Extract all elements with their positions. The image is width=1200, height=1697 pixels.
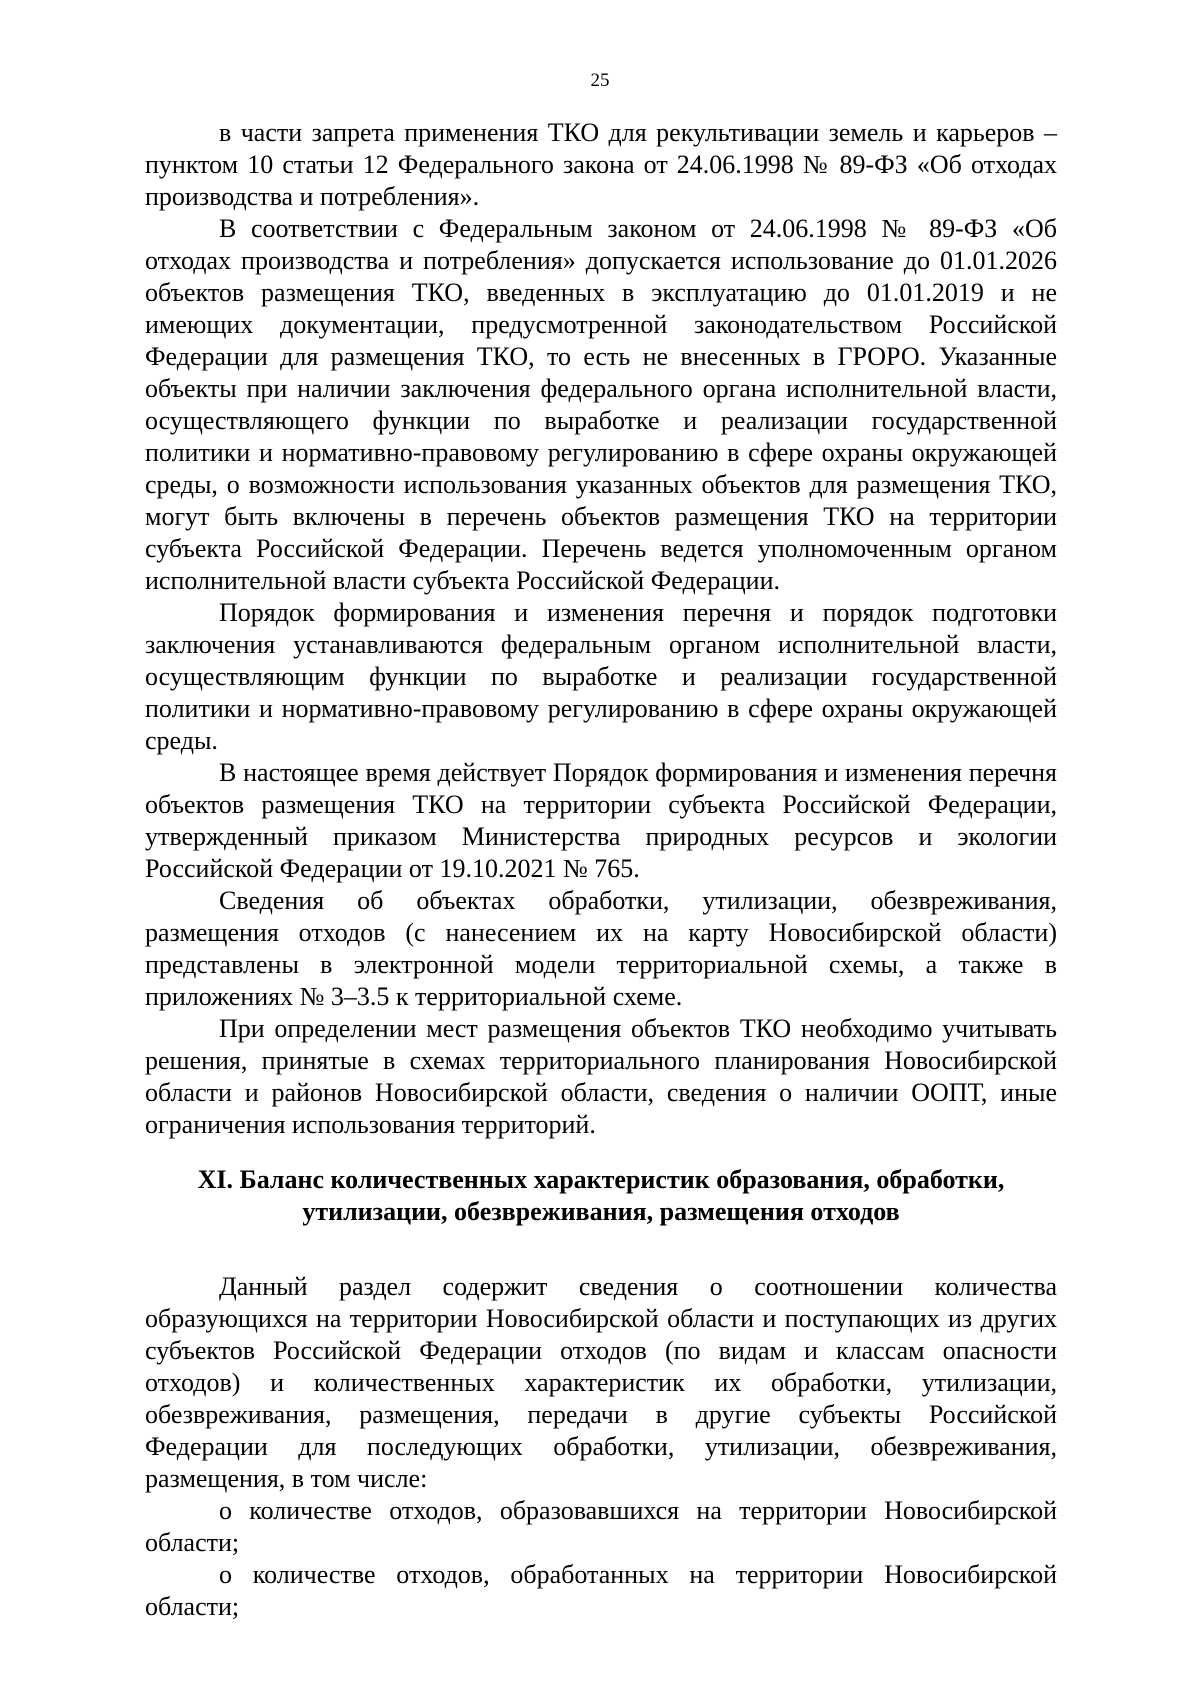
paragraph: Данный раздел содержит сведения о соотношении количества образующихся на территории Новосибирской области и поступающих из других субъектов Российской Федерации отходов (по видам и классам опасности отходов) и количественных характеристик их обработки, утилизации, обезвреживания, размещения, передачи в другие субъекты Российской Федерации для последующих обработки, утилизации, обезвреживания, размещения, в том числе: bbox=[145, 1272, 1057, 1493]
paragraph: Сведения об объектах обработки, утилизации, обезвреживания, размещения отходов (с нанесением их на карту Новосибирской области) представлены в электронной модели территориальной схемы, а также в приложениях № 3–3.5 к территориальной схеме. bbox=[145, 886, 1057, 1011]
paragraph: в части запрета применения ТКО для рекультивации земель и карьеров – пунктом 10 статьи 12 Федерального закона от 24.06.1998 № 89-ФЗ «Об отходах производства и потребления». bbox=[145, 118, 1057, 211]
section-heading-line-1: XI. Баланс количественных характеристик образования, обработки, bbox=[197, 1165, 1005, 1194]
body-text-bottom bbox=[145, 1271, 1057, 1623]
paragraph: В соответствии с Федеральным законом от 24.06.1998 № 89-ФЗ «Об отходах производства и потребления» допускается использование до 01.01.2026 объектов размещения ТКО, введенных в эксплуатацию до 01.01.2019 и не имеющих документации, предусмотренной законодательством Российской Федерации для размещения ТКО, то есть не внесенных в ГРОРО. Указанные объекты при наличии заключения федерального органа исполнительной власти, осуществляющего функции по выработке и реализации государственной политики и нормативно-правовому регулированию в сфере охраны окружающей среды, о возможности использования указанных объектов для размещения ТКО, могут быть включены в перечень объектов размещения ТКО на территории субъекта Российской Федерации. Перечень ведется уполномоченным органом исполнительной власти субъекта Российской Федерации. bbox=[145, 214, 1057, 595]
body-text-top bbox=[145, 117, 1057, 1141]
section-heading-line-2: утилизации, обезвреживания, размещения отходов bbox=[302, 1197, 900, 1226]
paragraph: о количестве отходов, обработанных на территории Новосибирской области; bbox=[145, 1560, 1057, 1621]
paragraph: При определении мест размещения объектов ТКО необходимо учитывать решения, принятые в схемах территориального планирования Новосибирской области и районов Новосибирской области, сведения о наличии ООПТ, иные ограничения использования территорий. bbox=[145, 1014, 1057, 1139]
section-heading bbox=[145, 1164, 1057, 1228]
paragraph: В настоящее время действует Порядок формирования и изменения перечня объектов размещения ТКО на территории субъекта Российской Федерации, утвержденный приказом Министерства природных ресурсов и экологии Российской Федерации от 19.10.2021 № 765. bbox=[145, 758, 1057, 883]
paragraph: Порядок формирования и изменения перечня и порядок подготовки заключения устанавливаются федеральным органом исполнительной власти, осуществляющим функции по выработке и реализации государственной политики и нормативно-правовому регулированию в сфере охраны окружающей среды. bbox=[145, 598, 1057, 755]
page-number: 25 bbox=[590, 70, 610, 91]
paragraph: о количестве отходов, образовавшихся на территории Новосибирской области; bbox=[145, 1496, 1057, 1557]
